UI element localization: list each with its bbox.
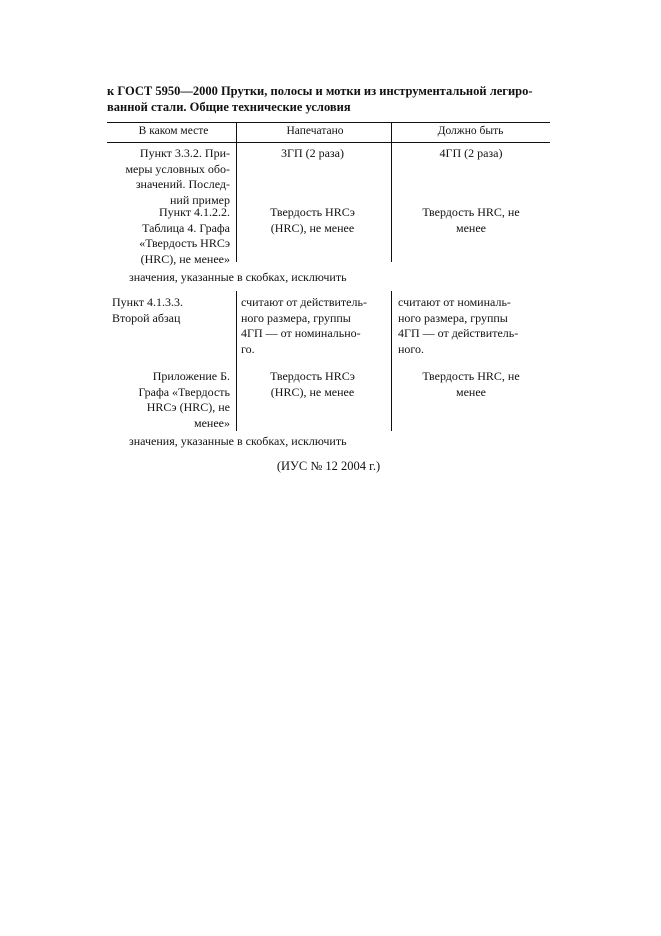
printed-line: (HRC), не менее [270,220,355,235]
table-top-rule [107,122,550,123]
table-row-2-printed [241,205,384,236]
should-be-line: ного размера, группы [398,310,508,325]
printed-line: Твердость HRCэ [270,369,355,383]
table-row-4-printed [241,369,384,400]
place-line: Пункт 3.3.2. При- [139,146,230,160]
should-be-line: менее [456,220,486,235]
place-line: Второй абзац [112,310,181,325]
table-row-4-place [112,369,230,431]
place-line: Пункт 4.1.2.2. [158,205,230,219]
printed-line: ного размера, группы [241,310,351,325]
should-be-line: Твердость HRC, не [422,205,520,219]
place-line: менее» [194,415,230,430]
table-row-1-place [112,146,230,208]
column-divider [391,291,392,431]
table-row-3-should-be [398,295,546,357]
title-line-2: ванной стали. Общие технические условия [107,100,351,114]
place-line: «Твердость HRCэ [139,236,230,250]
table-row-3-place [112,295,230,326]
place-line: меры условных обо- [125,161,230,176]
column-divider [391,123,392,262]
header-where: В каком месте [138,125,209,137]
printed-line: го. [241,341,255,356]
place-line: Приложение Б. [152,369,230,383]
title-line-1: к ГОСТ 5950—2000 Прутки, полосы и мотки из инструментальной легиро- [107,84,533,98]
place-line: Таблица 4. Графа [142,220,230,235]
table-row-2-place [112,205,230,267]
printed-line: (HRC), не менее [270,384,355,399]
header-printed: Напечатано [286,125,344,137]
column-divider [236,123,237,262]
place-line: ний пример [169,192,230,207]
place-line: Графа «Твердость [138,384,230,399]
should-be-line: ного. [398,341,425,356]
place-line: Пункт 4.1.3.3. [112,295,184,309]
place-line: значений. Послед- [135,177,230,191]
place-line: HRCэ (HRC), не [146,400,230,414]
printed-line: 4ГП — от номинально- [241,326,361,340]
column-divider [236,291,237,431]
printed-line: считают от действитель- [241,295,367,309]
should-be-line: Твердость HRC, не [422,369,520,383]
place-line: (HRC), не менее» [140,251,230,266]
should-be-line: считают от номиналь- [398,295,511,309]
should-be-line: 4ГП — от действитель- [398,326,519,340]
printed-line: Твердость HRCэ [270,205,355,219]
should-be-line: менее [456,384,486,399]
table-row-1-printed: 3ГП (2 раза) [281,146,344,160]
table-row-1-should-be: 4ГП (2 раза) [439,146,503,160]
table-row-3-printed [241,295,384,357]
header-bottom-rule [107,142,550,143]
ius-reference: (ИУС № 12 2004 г.) [276,459,381,473]
amendment-title [107,83,552,115]
table-note: значения, указанные в скобках, исключить [129,434,347,448]
header-should-be: Должно быть [437,125,504,137]
table-row-2-should-be [397,205,545,236]
table-row-4-should-be [397,369,545,400]
table-note: значения, указанные в скобках, исключить [129,270,347,284]
